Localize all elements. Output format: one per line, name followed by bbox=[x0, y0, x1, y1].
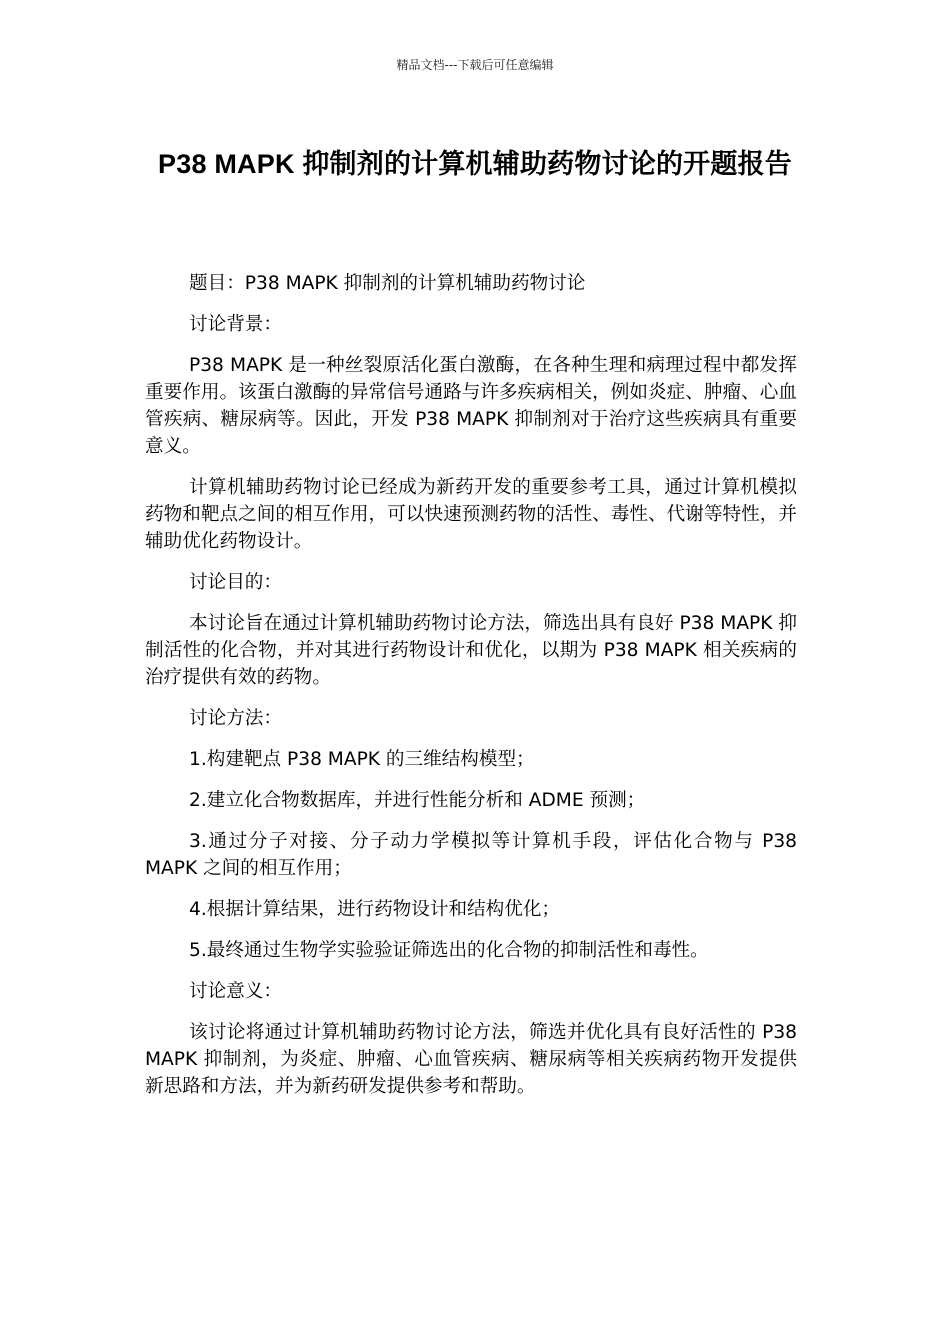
paragraph-background-2: 计算机辅助药物讨论已经成为新药开发的重要参考工具，通过计算机模拟药物和靶点之间的相互作用，可以快速预测药物的活性、毒性、代谢等特性，并辅助优化药物设计。 bbox=[145, 477, 797, 552]
paragraph-background-1: P38 MAPK 是一种丝裂原活化蛋白激酶，在各种生理和病理过程中都发挥重要作用。该蛋白激酶的异常信号通路与许多疾病相关，例如炎症、肿瘤、心血管疾病、糖尿病等。因此，开发 P38 MAPK 抑制剂对于治疗这些疾病具有重要意义。 bbox=[145, 355, 797, 457]
header-note: 精品文档---下载后可任意编辑 bbox=[396, 58, 554, 72]
document-title: P38 MAPK 抑制剂的计算机辅助药物讨论的开题报告 bbox=[158, 149, 792, 179]
heading-method: 讨论方法： bbox=[189, 708, 282, 729]
method-item-5: 5.最终通过生物学实验验证筛选出的化合物的抑制活性和毒性。 bbox=[189, 940, 709, 961]
method-item-3: 3.通过分子对接、分子动力学模拟等计算机手段，评估化合物与 P38 MAPK 之间的相互作用； bbox=[145, 831, 797, 879]
heading-significance: 讨论意义： bbox=[189, 981, 282, 1002]
paragraph-topic: 题目：P38 MAPK 抑制剂的计算机辅助药物讨论 bbox=[189, 273, 586, 294]
paragraph-significance: 该讨论将通过计算机辅助药物讨论方法，筛选并优化具有良好活性的 P38 MAPK 抑制剂，为炎症、肿瘤、心血管疾病、糖尿病等相关疾病药物开发提供新思路和方法，并为新药研发提供参考和帮助。 bbox=[145, 1022, 797, 1097]
paragraph-purpose: 本讨论旨在通过计算机辅助药物讨论方法，筛选出具有良好 P38 MAPK 抑制活性的化合物，并对其进行药物设计和优化，以期为 P38 MAPK 相关疾病的治疗提供有效的药物。 bbox=[145, 613, 797, 688]
heading-background: 讨论背景： bbox=[189, 314, 282, 335]
heading-purpose: 讨论目的： bbox=[189, 572, 282, 593]
method-item-1: 1.构建靶点 P38 MAPK 的三维结构模型； bbox=[189, 749, 535, 770]
method-item-2: 2.建立化合物数据库，并进行性能分析和 ADME 预测； bbox=[189, 790, 646, 811]
document-body bbox=[145, 270, 797, 1114]
method-item-4: 4.根据计算结果，进行药物设计和结构优化； bbox=[189, 899, 561, 920]
